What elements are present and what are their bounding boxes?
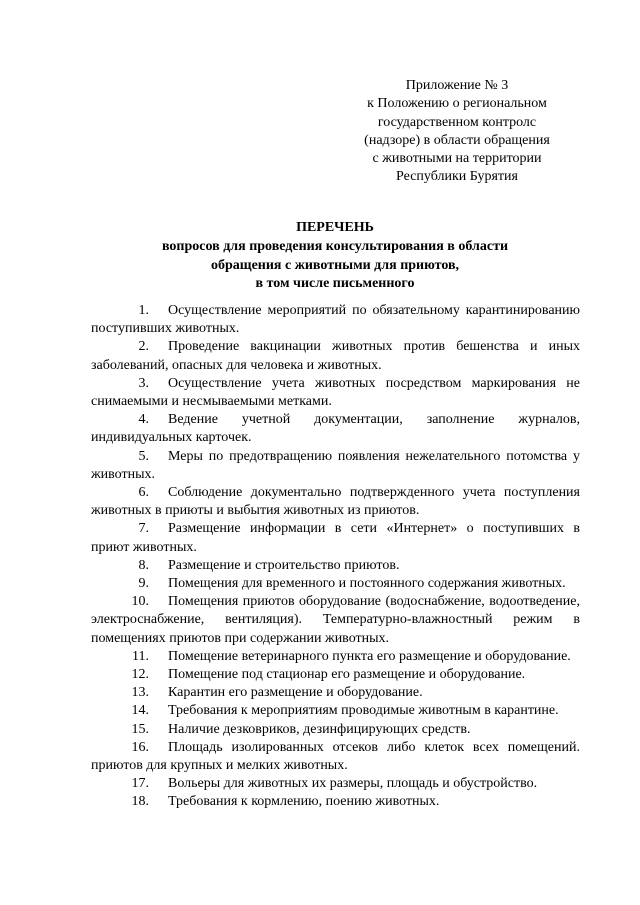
list-item-number: 4. <box>138 412 149 428</box>
list-item <box>91 702 580 720</box>
appendix-line: с животными на территории <box>372 151 542 167</box>
appendix-line: государственном контролс <box>377 114 537 130</box>
list-item-text: Наличие дезковриков, дезинфицирующих средств. <box>168 721 471 737</box>
document-title: ПЕРЕЧЕНЬ <box>296 220 374 235</box>
list-item-text: Меры по предотвращению появления нежелательного потомства у животных. <box>91 448 580 482</box>
list-item-text: Требования к мероприятиям проводимые животным в карантине. <box>168 703 559 719</box>
appendix-line: Приложение № 3 <box>405 78 509 93</box>
list-item-number: 11. <box>132 648 149 664</box>
list-item-text: Помещения приютов оборудование (водоснабжение, водоотведение, электроснабжение, вентиляция). Температурно-влажностный режим в помещениях приютов при содержании животных. <box>91 594 580 646</box>
list-item-text: Размещение и строительство приютов. <box>168 557 400 573</box>
list-item-text: Осуществление мероприятий по обязательному карантинированию поступивших животных. <box>91 303 580 337</box>
appendix-line: Республики Бурятия <box>396 169 518 185</box>
list-item-text: Осуществление учета животных посредством маркирования не снимаемыми и несмываемыми метками. <box>91 375 580 410</box>
list-item-number: 5. <box>138 448 149 464</box>
list-item-text: Вольеры для животных их размеры, площадь и обустройство. <box>168 776 538 792</box>
list-item-text: Помещение под стационар его размещение и оборудование. <box>168 667 526 683</box>
appendix-line: к Положению о региональном <box>367 96 547 112</box>
list-item-number: 10. <box>131 594 149 610</box>
list-item-number: 15. <box>131 721 149 737</box>
list-item <box>91 793 580 811</box>
list-item-number: 14. <box>131 703 149 719</box>
list-item-text: Карантин его размещение и оборудование. <box>168 685 423 701</box>
list-item-text: Ведение учетной документации, заполнение журналов, индивидуальных карточек. <box>91 412 580 446</box>
document-heading <box>90 219 580 294</box>
list-item-number: 12. <box>131 667 149 683</box>
list-item <box>91 520 580 556</box>
list-item-text: Площадь изолированных отсеков либо клеток всех помещений. приютов для крупных и мелких животных. <box>91 739 580 774</box>
list-item-number: 17. <box>131 776 149 792</box>
list-item-number: 7. <box>138 521 149 537</box>
list-item <box>91 448 580 484</box>
document-subtitle-line: обращения с животными для приютов, <box>210 257 460 273</box>
list-item <box>91 575 580 593</box>
list-item <box>91 338 580 374</box>
list-item <box>91 411 580 447</box>
list-item-text: Соблюдение документально подтвержденного учета поступления животных в приюты и выбытия животных из приютов. <box>91 485 580 519</box>
question-list <box>91 302 580 812</box>
list-item-number: 16. <box>131 739 149 755</box>
list-item-number: 9. <box>138 576 149 592</box>
list-item-text: Помещения для временного и постоянного содержания животных. <box>168 576 566 592</box>
list-item <box>91 648 580 666</box>
list-item <box>91 557 580 575</box>
list-item-text: Размещение информации в сети «Интернет» о поступивших в приют животных. <box>91 521 580 555</box>
list-item <box>91 721 580 739</box>
list-item-text: Проведение вакцинации животных против бешенства и иных заболеваний, опасных для человека и животных. <box>91 339 580 373</box>
list-item-number: 8. <box>138 557 149 573</box>
list-item <box>91 593 580 648</box>
appendix-line: (надзоре) в области обращения <box>364 132 550 148</box>
list-item <box>91 484 580 520</box>
list-item-number: 13. <box>131 685 149 701</box>
list-item-text: Помещение ветеринарного пункта его размещение и оборудование. <box>168 648 571 664</box>
appendix-note <box>340 77 574 187</box>
list-item <box>91 684 580 702</box>
list-item <box>91 739 580 775</box>
list-item <box>91 775 580 793</box>
list-item-number: 3. <box>138 375 149 391</box>
list-item <box>91 375 580 411</box>
list-item-number: 2. <box>138 339 149 355</box>
list-item-number: 6. <box>138 485 149 501</box>
list-item-number: 18. <box>131 794 149 810</box>
list-item <box>91 302 580 338</box>
list-item-number: 1. <box>138 303 149 318</box>
document-subtitle-line: в том числе письменного <box>255 276 415 292</box>
document-subtitle-line: вопросов для проведения консультирования в области <box>161 239 509 255</box>
list-item-text: Требования к кормлению, поению животных. <box>168 794 440 810</box>
list-item <box>91 666 580 684</box>
